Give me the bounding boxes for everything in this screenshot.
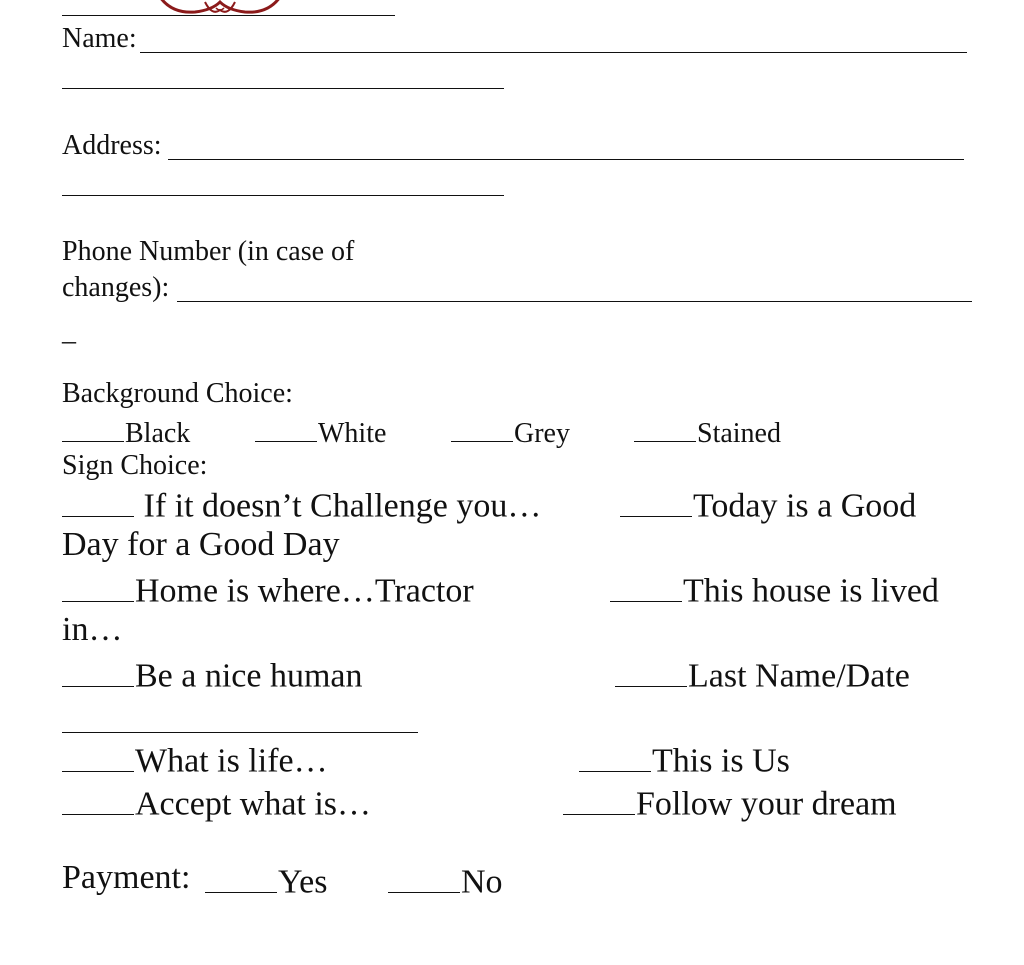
background-option-stained[interactable]: [634, 416, 781, 448]
last-name-date-field-line[interactable]: [62, 732, 418, 733]
sign-option-good-day[interactable]: [620, 485, 916, 524]
payment-option-label: Yes: [278, 863, 328, 901]
payment-option-label: No: [461, 863, 503, 901]
sign-option-nice-human[interactable]: [62, 655, 363, 694]
sign-option-this-is-us[interactable]: [579, 740, 790, 779]
checkbox-blank[interactable]: [634, 416, 696, 442]
background-option-label: Grey: [514, 418, 570, 450]
checkbox-blank[interactable]: [563, 783, 635, 815]
sign-option-label: Today is a Good: [693, 487, 917, 525]
sign-option-label: Home is where…Tractor: [135, 572, 474, 610]
sign-option-follow-dream[interactable]: [563, 783, 897, 822]
background-option-label: Black: [125, 418, 191, 450]
sign-option-lived-in[interactable]: [610, 570, 939, 609]
sign-option-last-name-date[interactable]: [615, 655, 910, 694]
checkbox-blank[interactable]: [451, 416, 513, 442]
sign-option-label: Accept what is…: [135, 785, 372, 823]
checkbox-blank[interactable]: [388, 861, 460, 893]
checkbox-blank[interactable]: [205, 861, 277, 893]
checkbox-blank[interactable]: [62, 485, 134, 517]
sign-option-lived-in-cont: in…: [62, 611, 123, 648]
sign-option-label: Last Name/Date: [688, 657, 910, 695]
background-option-label: White: [318, 418, 387, 450]
sign-option-label: Be a nice human: [135, 657, 363, 695]
phone-label-line1: Phone Number (in case of: [62, 236, 355, 267]
payment-option-no[interactable]: [388, 861, 503, 900]
sign-option-label: This is Us: [652, 742, 790, 780]
name-label: Name:: [62, 23, 137, 54]
checkbox-blank[interactable]: [620, 485, 692, 517]
background-option-black[interactable]: [62, 416, 190, 448]
address-field-line[interactable]: [168, 159, 964, 160]
checkbox-blank[interactable]: [62, 783, 134, 815]
sign-choice-heading: Sign Choice:: [62, 450, 208, 481]
decorative-logo-icon: [150, 0, 290, 18]
background-option-label: Stained: [697, 418, 781, 450]
address-label: Address:: [62, 130, 162, 161]
sign-option-accept-what-is[interactable]: [62, 783, 371, 822]
checkbox-blank[interactable]: [62, 416, 124, 442]
phone-stray-mark: _: [62, 316, 76, 347]
address-field-line-2[interactable]: [62, 195, 504, 196]
background-option-grey[interactable]: [451, 416, 570, 448]
sign-option-challenge[interactable]: [62, 485, 541, 524]
name-field-line[interactable]: [140, 52, 967, 53]
sign-option-what-is-life[interactable]: [62, 740, 328, 779]
checkbox-blank[interactable]: [615, 655, 687, 687]
sign-option-home-tractor[interactable]: [62, 570, 474, 609]
sign-option-label: This house is lived: [683, 572, 939, 610]
background-choice-heading: Background Choice:: [62, 378, 293, 409]
checkbox-blank[interactable]: [255, 416, 317, 442]
name-field-line-2[interactable]: [62, 88, 504, 89]
payment-label: Payment:: [62, 859, 191, 896]
checkbox-blank[interactable]: [579, 740, 651, 772]
checkbox-blank[interactable]: [62, 570, 134, 602]
phone-label-line2: changes):: [62, 272, 170, 303]
sign-option-label: What is life…: [135, 742, 328, 780]
checkbox-blank[interactable]: [62, 740, 134, 772]
payment-option-yes[interactable]: [205, 861, 327, 900]
checkbox-blank[interactable]: [610, 570, 682, 602]
background-option-white[interactable]: [255, 416, 386, 448]
phone-field-line[interactable]: [177, 301, 972, 302]
sign-option-label: Follow your dream: [636, 785, 897, 823]
sign-option-good-day-cont: Day for a Good Day: [62, 526, 340, 563]
checkbox-blank[interactable]: [62, 655, 134, 687]
sign-option-label: If it doesn’t Challenge you…: [135, 487, 542, 525]
